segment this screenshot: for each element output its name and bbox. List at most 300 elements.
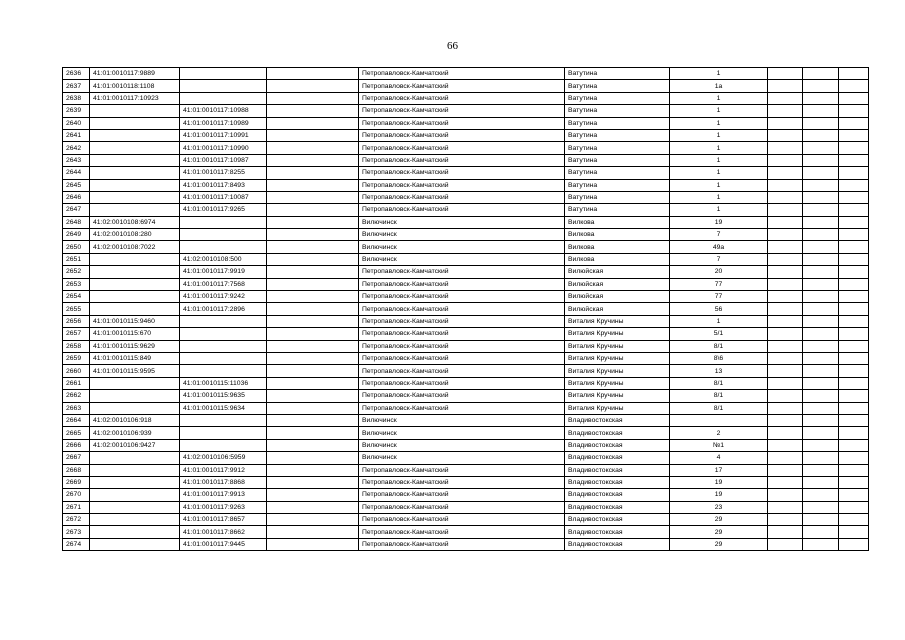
street-cell: Ватутина: [565, 154, 670, 166]
premises-cadastral-number-cell: 41:01:0010117:8657: [180, 514, 267, 526]
blank-cell: [768, 352, 803, 364]
building-cadastral-number-cell: 41:01:0010115:670: [90, 328, 180, 340]
locality-cell: Петропавловск-Камчатский: [359, 68, 565, 80]
building-cadastral-number-cell: [90, 253, 180, 265]
locality-cell: Петропавловск-Камчатский: [359, 365, 565, 377]
blank-cell: [839, 229, 869, 241]
table-row: [63, 352, 869, 364]
building-cadastral-number-cell: 41:01:0010115:9629: [90, 340, 180, 352]
street-cell: Ватутина: [565, 105, 670, 117]
table-row: [63, 241, 869, 253]
row-number-cell: 2662: [63, 390, 90, 402]
premises-cadastral-number-cell: 41:01:0010117:8662: [180, 526, 267, 538]
premises-cadastral-number-cell: 41:01:0010117:10991: [180, 129, 267, 141]
blank-cell: [839, 92, 869, 104]
locality-cell: Петропавловск-Камчатский: [359, 154, 565, 166]
blank-cell: [839, 328, 869, 340]
blank-cell: [803, 191, 839, 203]
building-cadastral-number-cell: 41:02:0010108:280: [90, 229, 180, 241]
blank-cell: [803, 80, 839, 92]
blank-cell: [803, 266, 839, 278]
table-row: [63, 92, 869, 104]
building-cadastral-number-cell: [90, 129, 180, 141]
blank-cell: [768, 291, 803, 303]
blank-cell: [803, 414, 839, 426]
blank-cell: [803, 216, 839, 228]
blank-cell: [839, 303, 869, 315]
premises-cadastral-number-cell: [180, 439, 267, 451]
page-number: 66: [447, 40, 458, 52]
locality-cell: Петропавловск-Камчатский: [359, 80, 565, 92]
street-cell: Ватутина: [565, 129, 670, 141]
house-number-cell: 1: [670, 68, 768, 80]
house-number-cell: 19: [670, 489, 768, 501]
extra-cadastral-cell: [267, 105, 359, 117]
premises-cadastral-number-cell: 41:01:0010117:9912: [180, 464, 267, 476]
row-number-cell: 2650: [63, 241, 90, 253]
table-row: [63, 452, 869, 464]
locality-cell: Петропавловск-Камчатский: [359, 204, 565, 216]
table-row: [63, 464, 869, 476]
street-cell: Ватутина: [565, 142, 670, 154]
blank-cell: [803, 489, 839, 501]
table-row: [63, 291, 869, 303]
row-number-cell: 2660: [63, 365, 90, 377]
blank-cell: [839, 241, 869, 253]
street-cell: Ватутина: [565, 80, 670, 92]
blank-cell: [803, 390, 839, 402]
blank-cell: [803, 464, 839, 476]
extra-cadastral-cell: [267, 154, 359, 166]
premises-cadastral-number-cell: 41:01:0010117:10087: [180, 191, 267, 203]
building-cadastral-number-cell: [90, 154, 180, 166]
extra-cadastral-cell: [267, 204, 359, 216]
extra-cadastral-cell: [267, 439, 359, 451]
table-row: [63, 80, 869, 92]
register-table-body: [63, 68, 869, 551]
building-cadastral-number-cell: [90, 291, 180, 303]
street-cell: Владивостокская: [565, 526, 670, 538]
blank-cell: [839, 489, 869, 501]
table-row: [63, 526, 869, 538]
street-cell: Владивостокская: [565, 538, 670, 550]
street-cell: Владивостокская: [565, 501, 670, 513]
row-number-cell: 2674: [63, 538, 90, 550]
blank-cell: [803, 452, 839, 464]
house-number-cell: 1: [670, 105, 768, 117]
building-cadastral-number-cell: [90, 476, 180, 488]
house-number-cell: 4: [670, 452, 768, 464]
premises-cadastral-number-cell: 41:01:0010117:9913: [180, 489, 267, 501]
blank-cell: [803, 204, 839, 216]
row-number-cell: 2670: [63, 489, 90, 501]
blank-cell: [839, 68, 869, 80]
blank-cell: [768, 439, 803, 451]
row-number-cell: 2637: [63, 80, 90, 92]
house-number-cell: 77: [670, 278, 768, 290]
house-number-cell: 1: [670, 129, 768, 141]
extra-cadastral-cell: [267, 514, 359, 526]
street-cell: Вилкова: [565, 229, 670, 241]
blank-cell: [768, 216, 803, 228]
extra-cadastral-cell: [267, 489, 359, 501]
extra-cadastral-cell: [267, 340, 359, 352]
building-cadastral-number-cell: [90, 191, 180, 203]
locality-cell: Петропавловск-Камчатский: [359, 402, 565, 414]
house-number-cell: 8\6: [670, 352, 768, 364]
blank-cell: [768, 167, 803, 179]
street-cell: Вилюйская: [565, 278, 670, 290]
extra-cadastral-cell: [267, 117, 359, 129]
premises-cadastral-number-cell: 41:02:0010108:500: [180, 253, 267, 265]
extra-cadastral-cell: [267, 538, 359, 550]
blank-cell: [803, 402, 839, 414]
blank-cell: [803, 167, 839, 179]
street-cell: Виталия Кручины: [565, 328, 670, 340]
blank-cell: [839, 365, 869, 377]
blank-cell: [803, 377, 839, 389]
premises-cadastral-number-cell: 41:01:0010115:11036: [180, 377, 267, 389]
table-row: [63, 191, 869, 203]
street-cell: Владивостокская: [565, 427, 670, 439]
table-row: [63, 439, 869, 451]
locality-cell: Петропавловск-Камчатский: [359, 328, 565, 340]
street-cell: Ватутина: [565, 92, 670, 104]
blank-cell: [839, 427, 869, 439]
premises-cadastral-number-cell: 41:01:0010117:10988: [180, 105, 267, 117]
row-number-cell: 2655: [63, 303, 90, 315]
premises-cadastral-number-cell: [180, 427, 267, 439]
table-row: [63, 402, 869, 414]
street-cell: Владивостокская: [565, 414, 670, 426]
extra-cadastral-cell: [267, 501, 359, 513]
blank-cell: [768, 514, 803, 526]
blank-cell: [768, 464, 803, 476]
row-number-cell: 2663: [63, 402, 90, 414]
street-cell: Ватутина: [565, 117, 670, 129]
street-cell: Ватутина: [565, 167, 670, 179]
locality-cell: Вилючинск: [359, 452, 565, 464]
locality-cell: Петропавловск-Камчатский: [359, 526, 565, 538]
table-row: [63, 216, 869, 228]
premises-cadastral-number-cell: [180, 328, 267, 340]
street-cell: Вилюйская: [565, 303, 670, 315]
row-number-cell: 2664: [63, 414, 90, 426]
extra-cadastral-cell: [267, 414, 359, 426]
street-cell: Вилюйская: [565, 266, 670, 278]
building-cadastral-number-cell: [90, 204, 180, 216]
blank-cell: [768, 402, 803, 414]
blank-cell: [768, 538, 803, 550]
extra-cadastral-cell: [267, 365, 359, 377]
blank-cell: [803, 365, 839, 377]
street-cell: Владивостокская: [565, 439, 670, 451]
house-number-cell: 7: [670, 253, 768, 265]
blank-cell: [803, 117, 839, 129]
blank-cell: [768, 452, 803, 464]
blank-cell: [768, 80, 803, 92]
locality-cell: Вилючинск: [359, 253, 565, 265]
blank-cell: [803, 92, 839, 104]
row-number-cell: 2669: [63, 476, 90, 488]
locality-cell: Петропавловск-Камчатский: [359, 266, 565, 278]
table-row: [63, 538, 869, 550]
extra-cadastral-cell: [267, 402, 359, 414]
premises-cadastral-number-cell: [180, 241, 267, 253]
blank-cell: [768, 315, 803, 327]
building-cadastral-number-cell: [90, 167, 180, 179]
premises-cadastral-number-cell: [180, 414, 267, 426]
extra-cadastral-cell: [267, 464, 359, 476]
row-number-cell: 2658: [63, 340, 90, 352]
street-cell: Вилкова: [565, 216, 670, 228]
extra-cadastral-cell: [267, 328, 359, 340]
row-number-cell: 2638: [63, 92, 90, 104]
house-number-cell: 1: [670, 154, 768, 166]
blank-cell: [839, 80, 869, 92]
extra-cadastral-cell: [267, 253, 359, 265]
premises-cadastral-number-cell: [180, 315, 267, 327]
blank-cell: [839, 538, 869, 550]
street-cell: Виталия Кручины: [565, 365, 670, 377]
blank-cell: [768, 191, 803, 203]
premises-cadastral-number-cell: 41:01:0010117:2896: [180, 303, 267, 315]
row-number-cell: 2653: [63, 278, 90, 290]
building-cadastral-number-cell: [90, 452, 180, 464]
locality-cell: Петропавловск-Камчатский: [359, 514, 565, 526]
blank-cell: [839, 253, 869, 265]
blank-cell: [803, 278, 839, 290]
blank-cell: [803, 439, 839, 451]
house-number-cell: 7: [670, 229, 768, 241]
extra-cadastral-cell: [267, 526, 359, 538]
blank-cell: [768, 526, 803, 538]
blank-cell: [803, 241, 839, 253]
blank-cell: [839, 402, 869, 414]
locality-cell: Петропавловск-Камчатский: [359, 179, 565, 191]
row-number-cell: 2644: [63, 167, 90, 179]
building-cadastral-number-cell: [90, 377, 180, 389]
locality-cell: Вилючинск: [359, 241, 565, 253]
blank-cell: [768, 278, 803, 290]
table-row: [63, 229, 869, 241]
blank-cell: [839, 204, 869, 216]
premises-cadastral-number-cell: 41:01:0010117:8493: [180, 179, 267, 191]
blank-cell: [803, 526, 839, 538]
extra-cadastral-cell: [267, 303, 359, 315]
table-row: [63, 377, 869, 389]
street-cell: Виталия Кручины: [565, 315, 670, 327]
blank-cell: [839, 142, 869, 154]
premises-cadastral-number-cell: [180, 365, 267, 377]
extra-cadastral-cell: [267, 452, 359, 464]
house-number-cell: 8/1: [670, 402, 768, 414]
blank-cell: [839, 266, 869, 278]
blank-cell: [768, 179, 803, 191]
premises-cadastral-number-cell: [180, 80, 267, 92]
row-number-cell: 2661: [63, 377, 90, 389]
building-cadastral-number-cell: [90, 402, 180, 414]
house-number-cell: 1: [670, 179, 768, 191]
blank-cell: [768, 204, 803, 216]
extra-cadastral-cell: [267, 291, 359, 303]
blank-cell: [839, 377, 869, 389]
street-cell: Вилюйская: [565, 291, 670, 303]
house-number-cell: 1: [670, 167, 768, 179]
locality-cell: Петропавловск-Камчатский: [359, 291, 565, 303]
locality-cell: Петропавловск-Камчатский: [359, 377, 565, 389]
house-number-cell: 23: [670, 501, 768, 513]
row-number-cell: 2636: [63, 68, 90, 80]
house-number-cell: 77: [670, 291, 768, 303]
blank-cell: [839, 476, 869, 488]
house-number-cell: 19: [670, 216, 768, 228]
locality-cell: Петропавловск-Камчатский: [359, 191, 565, 203]
locality-cell: Петропавловск-Камчатский: [359, 476, 565, 488]
street-cell: Вилкова: [565, 253, 670, 265]
blank-cell: [803, 179, 839, 191]
blank-cell: [839, 439, 869, 451]
table-row: [63, 514, 869, 526]
blank-cell: [803, 427, 839, 439]
row-number-cell: 2645: [63, 179, 90, 191]
blank-cell: [839, 315, 869, 327]
row-number-cell: 2651: [63, 253, 90, 265]
locality-cell: Вилючинск: [359, 439, 565, 451]
locality-cell: Петропавловск-Камчатский: [359, 538, 565, 550]
table-row: [63, 390, 869, 402]
locality-cell: Вилючинск: [359, 216, 565, 228]
table-row: [63, 427, 869, 439]
locality-cell: Петропавловск-Камчатский: [359, 129, 565, 141]
table-row: [63, 489, 869, 501]
building-cadastral-number-cell: 41:01:0010115:849: [90, 352, 180, 364]
street-cell: Ватутина: [565, 68, 670, 80]
extra-cadastral-cell: [267, 167, 359, 179]
building-cadastral-number-cell: 41:02:0010108:6974: [90, 216, 180, 228]
building-cadastral-number-cell: [90, 489, 180, 501]
blank-cell: [839, 191, 869, 203]
extra-cadastral-cell: [267, 266, 359, 278]
blank-cell: [768, 390, 803, 402]
premises-cadastral-number-cell: 41:01:0010115:9634: [180, 402, 267, 414]
house-number-cell: 20: [670, 266, 768, 278]
house-number-cell: 1а: [670, 80, 768, 92]
row-number-cell: 2667: [63, 452, 90, 464]
blank-cell: [768, 501, 803, 513]
blank-cell: [803, 476, 839, 488]
table-row: [63, 501, 869, 513]
blank-cell: [839, 129, 869, 141]
table-row: [63, 129, 869, 141]
premises-cadastral-number-cell: 41:01:0010117:10987: [180, 154, 267, 166]
street-cell: Вилкова: [565, 241, 670, 253]
blank-cell: [768, 303, 803, 315]
blank-cell: [803, 105, 839, 117]
table-row: [63, 142, 869, 154]
locality-cell: Петропавловск-Камчатский: [359, 340, 565, 352]
house-number-cell: 17: [670, 464, 768, 476]
building-cadastral-number-cell: [90, 514, 180, 526]
blank-cell: [768, 476, 803, 488]
locality-cell: Вилючинск: [359, 229, 565, 241]
house-number-cell: 29: [670, 514, 768, 526]
blank-cell: [803, 229, 839, 241]
blank-cell: [803, 315, 839, 327]
locality-cell: Петропавловск-Камчатский: [359, 142, 565, 154]
house-number-cell: 56: [670, 303, 768, 315]
street-cell: Виталия Кручины: [565, 340, 670, 352]
premises-cadastral-number-cell: 41:01:0010117:10990: [180, 142, 267, 154]
extra-cadastral-cell: [267, 142, 359, 154]
locality-cell: Петропавловск-Камчатский: [359, 303, 565, 315]
blank-cell: [768, 489, 803, 501]
house-number-cell: 13: [670, 365, 768, 377]
locality-cell: Вилючинск: [359, 427, 565, 439]
premises-cadastral-number-cell: 41:01:0010117:10989: [180, 117, 267, 129]
blank-cell: [803, 514, 839, 526]
locality-cell: Петропавловск-Камчатский: [359, 92, 565, 104]
premises-cadastral-number-cell: 41:01:0010117:9263: [180, 501, 267, 513]
blank-cell: [839, 154, 869, 166]
building-cadastral-number-cell: [90, 179, 180, 191]
house-number-cell: [670, 414, 768, 426]
premises-cadastral-number-cell: 41:02:0010106:5959: [180, 452, 267, 464]
building-cadastral-number-cell: [90, 142, 180, 154]
house-number-cell: 1: [670, 117, 768, 129]
blank-cell: [768, 129, 803, 141]
blank-cell: [803, 253, 839, 265]
blank-cell: [803, 303, 839, 315]
blank-cell: [768, 427, 803, 439]
row-number-cell: 2666: [63, 439, 90, 451]
building-cadastral-number-cell: [90, 105, 180, 117]
row-number-cell: 2649: [63, 229, 90, 241]
row-number-cell: 2654: [63, 291, 90, 303]
house-number-cell: 1: [670, 204, 768, 216]
row-number-cell: 2668: [63, 464, 90, 476]
blank-cell: [768, 340, 803, 352]
house-number-cell: 1: [670, 191, 768, 203]
row-number-cell: 2640: [63, 117, 90, 129]
extra-cadastral-cell: [267, 278, 359, 290]
building-cadastral-number-cell: 41:02:0010108:7022: [90, 241, 180, 253]
row-number-cell: 2652: [63, 266, 90, 278]
blank-cell: [768, 117, 803, 129]
premises-cadastral-number-cell: [180, 229, 267, 241]
house-number-cell: 29: [670, 538, 768, 550]
premises-cadastral-number-cell: [180, 352, 267, 364]
extra-cadastral-cell: [267, 80, 359, 92]
table-row: [63, 303, 869, 315]
premises-cadastral-number-cell: 41:01:0010117:9242: [180, 291, 267, 303]
row-number-cell: 2656: [63, 315, 90, 327]
premises-cadastral-number-cell: [180, 340, 267, 352]
table-row: [63, 414, 869, 426]
locality-cell: Петропавловск-Камчатский: [359, 315, 565, 327]
house-number-cell: 2: [670, 427, 768, 439]
table-row: [63, 68, 869, 80]
locality-cell: Петропавловск-Камчатский: [359, 464, 565, 476]
house-number-cell: №1: [670, 439, 768, 451]
locality-cell: Петропавловск-Камчатский: [359, 501, 565, 513]
house-number-cell: 8/1: [670, 340, 768, 352]
building-cadastral-number-cell: [90, 278, 180, 290]
blank-cell: [768, 92, 803, 104]
building-cadastral-number-cell: 41:01:0010115:9595: [90, 365, 180, 377]
extra-cadastral-cell: [267, 315, 359, 327]
extra-cadastral-cell: [267, 216, 359, 228]
